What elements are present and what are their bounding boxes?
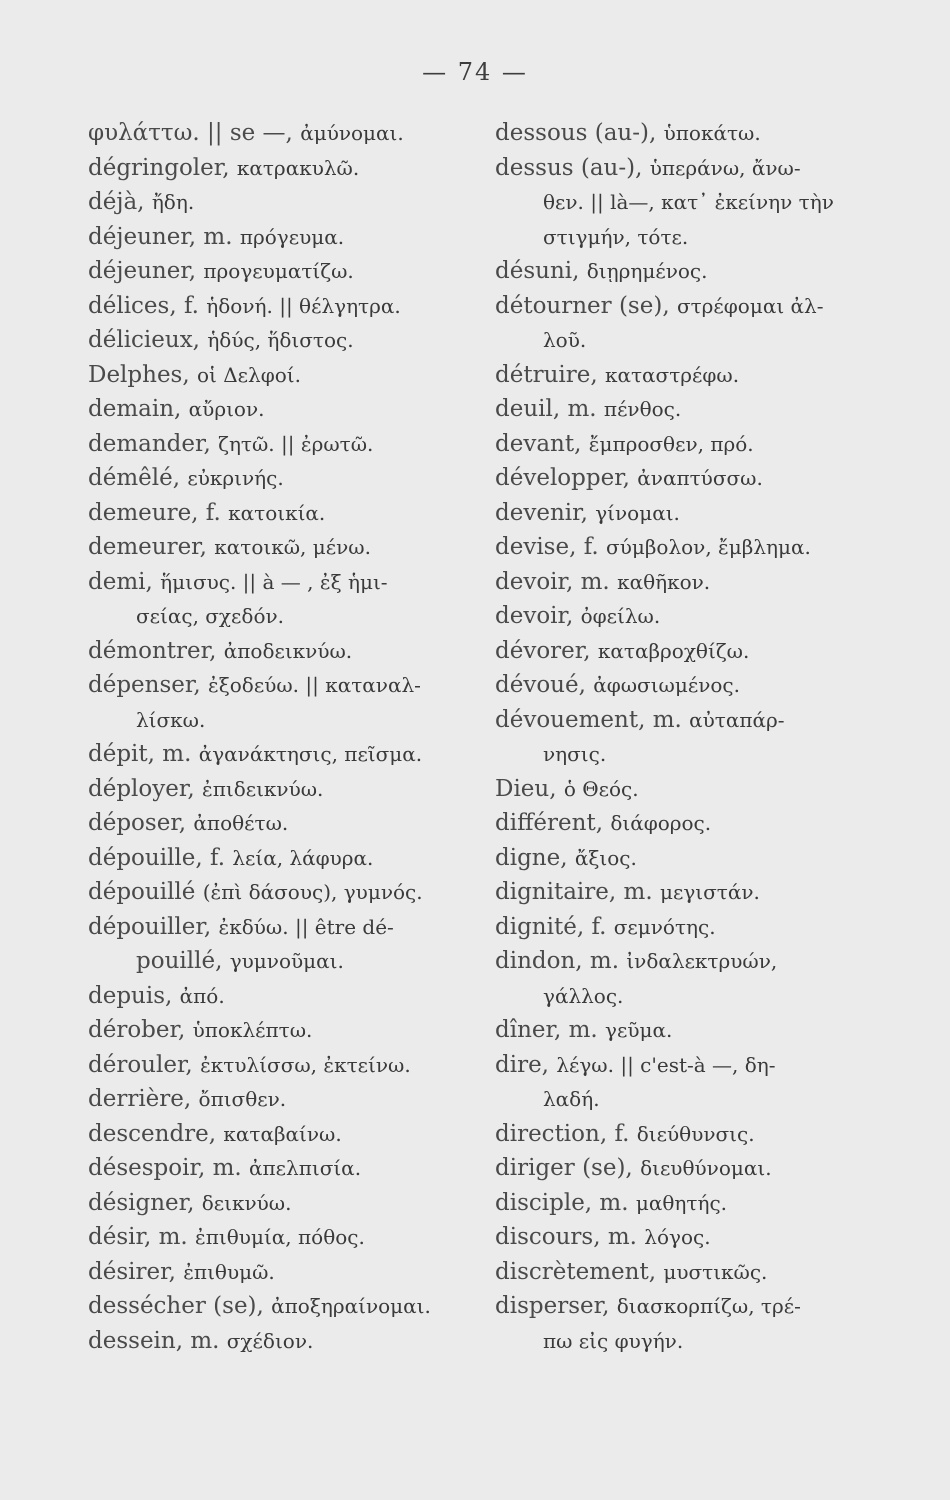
- french-headword: dérouler,: [88, 1051, 193, 1078]
- dictionary-line: [88, 806, 483, 841]
- greek-translation: κατρακυλῶ.: [236, 155, 360, 180]
- dictionary-line: [88, 323, 483, 358]
- page-number: — 74 —: [422, 58, 528, 86]
- dictionary-line: [88, 461, 483, 496]
- dictionary-line: [88, 1324, 483, 1359]
- dictionary-line: [495, 565, 890, 600]
- dictionary-line: [495, 185, 890, 220]
- dictionary-line: [495, 703, 890, 738]
- french-headword: dévoué,: [495, 672, 586, 698]
- dictionary-line: [495, 599, 890, 634]
- greek-translation: σείας, σχεδόν.: [136, 604, 285, 628]
- dictionary-line: [88, 116, 483, 151]
- french-headword: dignité, f.: [495, 913, 607, 940]
- french-headword: φυλάττω. || se —,: [88, 120, 293, 146]
- french-headword: dire,: [495, 1051, 549, 1078]
- greek-translation: διῃρημένος.: [586, 259, 708, 283]
- greek-translation: στιγμήν, τότε.: [543, 224, 689, 249]
- dictionary-line: [495, 1151, 890, 1186]
- french-headword: devoir,: [495, 603, 574, 629]
- greek-translation: ἀπελπισία.: [249, 1156, 362, 1180]
- left-column: [88, 116, 483, 1358]
- dictionary-line: [88, 392, 483, 427]
- greek-translation: σχέδιον.: [226, 1328, 314, 1353]
- dictionary-line: [88, 530, 483, 565]
- greek-translation: ὄπισθεν.: [198, 1087, 287, 1111]
- dictionary-line: [88, 427, 483, 462]
- greek-translation: λοῦ.: [543, 328, 587, 352]
- greek-translation: νησις.: [543, 742, 607, 766]
- french-headword: délicieux,: [88, 327, 200, 353]
- dictionary-line: [495, 1324, 890, 1359]
- dictionary-line: [88, 875, 483, 910]
- french-headword: déposer,: [88, 810, 187, 836]
- dictionary-line: [88, 358, 483, 393]
- french-headword: demander,: [88, 430, 211, 457]
- greek-translation: ὁ Θεός.: [563, 776, 639, 801]
- greek-translation: (ἐπὶ δάσους), γυμνός.: [202, 880, 423, 904]
- greek-translation: προγευματίζω.: [203, 259, 354, 283]
- dictionary-line: [88, 634, 483, 669]
- dictionary-line: [495, 979, 890, 1014]
- greek-translation: αὐταπάρ-: [689, 707, 785, 732]
- dictionary-line: [495, 668, 890, 703]
- dictionary-line: [88, 979, 483, 1014]
- french-headword: dessécher (se),: [88, 1293, 264, 1319]
- dictionary-line: [495, 358, 890, 393]
- dictionary-line: [495, 530, 890, 565]
- french-headword: détruire,: [495, 361, 598, 388]
- dictionary-line: [88, 220, 483, 255]
- greek-translation: μυστικῶς.: [663, 1259, 768, 1284]
- french-headword: déployer,: [88, 775, 195, 802]
- french-headword: devant,: [495, 430, 582, 457]
- french-headword: demeurer,: [88, 534, 207, 560]
- french-headword: descendre,: [88, 1120, 217, 1147]
- dictionary-line: [495, 427, 890, 462]
- greek-translation: κατοικία.: [228, 500, 326, 525]
- dictionary-line: [495, 220, 890, 255]
- dictionary-line: [88, 496, 483, 531]
- dictionary-line: [495, 1013, 890, 1048]
- dictionary-line: [495, 806, 890, 841]
- dictionary-line: [495, 1048, 890, 1083]
- french-headword: depuis,: [88, 982, 173, 1009]
- greek-translation: ἀναπτύσσω.: [637, 466, 763, 490]
- greek-translation: ἤδη.: [151, 190, 195, 214]
- french-headword: désir, m.: [88, 1224, 188, 1250]
- french-headword: discrètement,: [495, 1258, 657, 1285]
- dictionary-line: [495, 910, 890, 945]
- french-headword: demi,: [88, 568, 153, 595]
- french-headword: derrière,: [88, 1086, 192, 1112]
- french-headword: dévorer,: [495, 637, 591, 664]
- french-headword: digne,: [495, 844, 568, 871]
- greek-translation: καταβαίνω.: [223, 1121, 342, 1146]
- greek-translation: λίσκω.: [136, 707, 206, 732]
- dictionary-line: [495, 634, 890, 669]
- greek-translation: εὐκρινής.: [187, 466, 284, 490]
- greek-translation: μαθητής.: [635, 1190, 728, 1215]
- dictionary-line: [88, 841, 483, 876]
- french-headword: dépouillé: [88, 879, 196, 905]
- dictionary-line: [495, 151, 890, 186]
- greek-translation: στρέφομαι ἀλ-: [676, 293, 824, 318]
- french-headword: Dieu,: [495, 775, 557, 802]
- dictionary-line: [88, 289, 483, 324]
- greek-translation: ἀπό.: [179, 983, 225, 1008]
- french-headword: désirer,: [88, 1258, 176, 1285]
- greek-translation: ἐξοδεύω. || καταναλ-: [208, 673, 421, 697]
- greek-translation: ὑπεράνω, ἄνω-: [649, 155, 801, 180]
- dictionary-line: [88, 185, 483, 220]
- french-headword: désespoir, m.: [88, 1155, 242, 1181]
- greek-translation: κατοικῶ, μένω.: [214, 535, 371, 559]
- dictionary-line: [495, 944, 890, 979]
- french-headword: différent,: [495, 810, 604, 836]
- dictionary-line: [88, 944, 483, 979]
- french-headword: devoir, m.: [495, 568, 610, 595]
- greek-translation: ἀποθέτω.: [193, 811, 289, 835]
- french-headword: devise, f.: [495, 534, 599, 560]
- greek-translation: θεν. || là—, κατ᾽ ἐκείνην τὴν: [543, 190, 834, 214]
- french-headword: déjeuner, m.: [88, 223, 233, 250]
- french-headword: discours, m.: [495, 1224, 637, 1250]
- greek-translation: οἱ Δελφοί.: [196, 362, 301, 387]
- dictionary-line: [88, 1048, 483, 1083]
- greek-translation: καταβροχθίζω.: [597, 638, 750, 663]
- greek-translation: σεμνότης.: [613, 914, 716, 939]
- dictionary-line: [88, 772, 483, 807]
- greek-translation: ὀφείλω.: [580, 604, 661, 628]
- greek-translation: λέγω. || c'est-à —, δη-: [556, 1052, 776, 1077]
- french-headword: pouillé,: [136, 948, 223, 974]
- french-headword: devenir,: [495, 499, 588, 526]
- dictionary-line: [88, 668, 483, 703]
- french-headword: disperser,: [495, 1293, 610, 1319]
- dictionary-line: [495, 392, 890, 427]
- french-headword: dépenser,: [88, 672, 201, 698]
- right-column: [495, 116, 890, 1358]
- french-headword: dessus (au-),: [495, 154, 643, 181]
- french-headword: développer,: [495, 465, 630, 491]
- greek-translation: ζητῶ. || ἐρωτῶ.: [218, 431, 374, 456]
- greek-translation: ἐπιδεικνύω.: [201, 776, 324, 801]
- french-headword: diriger (se),: [495, 1155, 633, 1181]
- french-headword: dessein, m.: [88, 1327, 220, 1354]
- greek-translation: πω εἰς φυγήν.: [543, 1328, 684, 1353]
- greek-translation: ἀγανάκτησις, πεῖσμα.: [198, 742, 423, 766]
- dictionary-line: [88, 703, 483, 738]
- dictionary-line: [88, 151, 483, 186]
- french-headword: dérober,: [88, 1017, 186, 1043]
- french-headword: dévouement, m.: [495, 706, 682, 733]
- dictionary-line: [495, 461, 890, 496]
- greek-translation: λεία, λάφυρα.: [232, 845, 374, 870]
- greek-translation: γίνομαι.: [595, 500, 680, 525]
- greek-translation: διευθύνομαι.: [640, 1156, 772, 1180]
- dictionary-line: [88, 737, 483, 772]
- greek-translation: λόγος.: [644, 1225, 711, 1249]
- greek-translation: ἀφωσιωμένος.: [593, 673, 740, 697]
- dictionary-line: [88, 1186, 483, 1221]
- greek-translation: σύμβολον, ἔμβλημα.: [606, 535, 811, 559]
- dictionary-line: [495, 1117, 890, 1152]
- greek-translation: δεικνύω.: [201, 1190, 292, 1215]
- greek-translation: καταστρέφω.: [604, 362, 740, 387]
- dictionary-line: [88, 599, 483, 634]
- greek-translation: ἐπιθυμῶ.: [183, 1259, 275, 1284]
- dictionary-line: [88, 254, 483, 289]
- dictionary-line: [88, 1289, 483, 1324]
- french-headword: dépit, m.: [88, 741, 192, 767]
- greek-translation: καθῆκον.: [617, 569, 711, 594]
- greek-translation: αὔριον.: [188, 397, 265, 421]
- dictionary-line: [495, 496, 890, 531]
- greek-translation: ὑποκάτω.: [663, 121, 761, 145]
- french-headword: dessous (au-),: [495, 120, 657, 146]
- french-headword: Delphes,: [88, 361, 190, 388]
- greek-translation: ἐπιθυμία, πόθος.: [195, 1225, 365, 1249]
- french-headword: demain,: [88, 396, 182, 422]
- dictionary-line: [495, 1082, 890, 1117]
- french-headword: déjeuner,: [88, 258, 197, 284]
- greek-translation: ἀποξηραίνομαι.: [271, 1294, 431, 1318]
- greek-translation: διάφορος.: [610, 811, 712, 835]
- dictionary-line: [88, 910, 483, 945]
- dictionary-line: [495, 1220, 890, 1255]
- french-headword: délices, f.: [88, 292, 199, 319]
- dictionary-line: [88, 1117, 483, 1152]
- greek-translation: ἥμισυς. || à — , ἐξ ἡμι-: [160, 569, 388, 594]
- dictionary-line: [495, 116, 890, 151]
- dictionary-line: [495, 1186, 890, 1221]
- greek-translation: ἡδύς, ἥδιστος.: [207, 328, 354, 352]
- greek-translation: γεῦμα.: [605, 1018, 673, 1042]
- greek-translation: ἔμπροσθεν, πρό.: [588, 431, 754, 456]
- greek-translation: πένθος.: [603, 397, 682, 421]
- greek-translation: μεγιστάν.: [659, 880, 760, 904]
- french-headword: demeure, f.: [88, 499, 221, 526]
- greek-translation: γυμνοῦμαι.: [229, 949, 344, 973]
- french-headword: détourner (se),: [495, 292, 670, 319]
- french-headword: dîner, m.: [495, 1017, 598, 1043]
- dictionary-line: [495, 1255, 890, 1290]
- greek-translation: γάλλος.: [543, 983, 624, 1008]
- greek-translation: διασκορπίζω, τρέ-: [616, 1294, 801, 1318]
- dictionary-line: [495, 323, 890, 358]
- french-headword: démontrer,: [88, 637, 217, 664]
- dictionary-line: [495, 772, 890, 807]
- greek-translation: λαδή.: [543, 1087, 600, 1111]
- french-headword: déjà,: [88, 189, 145, 215]
- french-headword: dégringoler,: [88, 154, 230, 181]
- greek-translation: πρόγευμα.: [239, 224, 345, 249]
- dictionary-line: [495, 737, 890, 772]
- greek-translation: ἀποδεικνύω.: [223, 638, 353, 663]
- dictionary-line: [88, 1220, 483, 1255]
- greek-translation: ἐκτυλίσσω, ἐκτείνω.: [200, 1052, 411, 1077]
- greek-translation: ἡδονή. || θέλγητρα.: [206, 293, 401, 318]
- greek-translation: ἰνδαλεκτρυών,: [626, 949, 778, 973]
- french-headword: deuil, m.: [495, 396, 597, 422]
- dictionary-line: [495, 289, 890, 324]
- dictionary-line: [495, 841, 890, 876]
- greek-translation: ἄξιος.: [574, 845, 637, 870]
- french-headword: dindon, m.: [495, 948, 620, 974]
- french-headword: dépouille, f.: [88, 844, 226, 871]
- greek-translation: ὑποκλέπτω.: [192, 1018, 313, 1042]
- dictionary-line: [495, 254, 890, 289]
- french-headword: dépouiller,: [88, 913, 212, 940]
- greek-translation: ἀμύνομαι.: [300, 121, 404, 145]
- french-headword: disciple, m.: [495, 1189, 629, 1216]
- dictionary-line: [88, 565, 483, 600]
- french-headword: démêlé,: [88, 465, 181, 491]
- greek-translation: διεύθυνσις.: [636, 1121, 755, 1146]
- dictionary-line: [88, 1013, 483, 1048]
- french-headword: désuni,: [495, 258, 580, 284]
- french-headword: direction, f.: [495, 1120, 630, 1147]
- dictionary-line: [495, 875, 890, 910]
- dictionary-line: [88, 1151, 483, 1186]
- greek-translation: ἐκδύω. || être dé-: [218, 914, 394, 939]
- french-headword: dignitaire, m.: [495, 879, 653, 905]
- dictionary-line: [88, 1255, 483, 1290]
- french-headword: désigner,: [88, 1189, 195, 1216]
- dictionary-line: [495, 1289, 890, 1324]
- dictionary-line: [88, 1082, 483, 1117]
